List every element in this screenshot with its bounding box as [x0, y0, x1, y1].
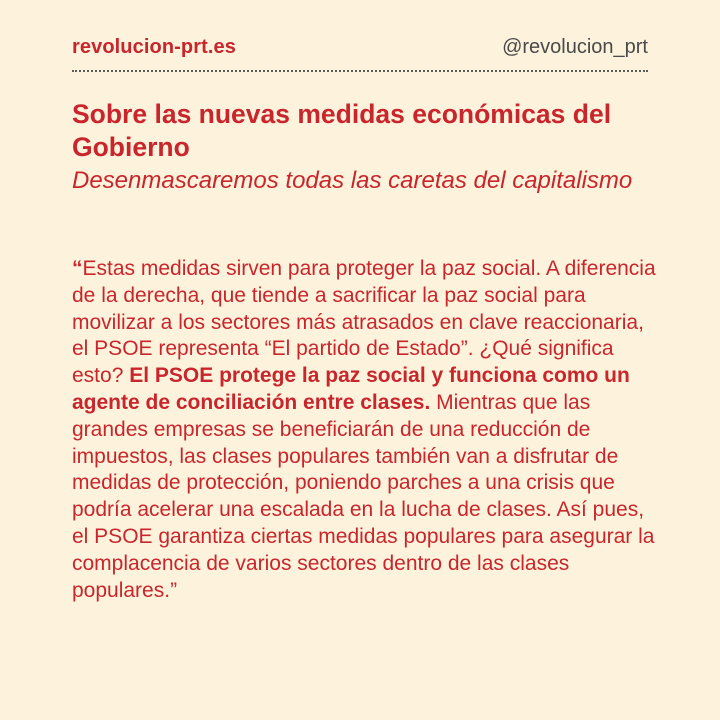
- dotted-divider: [72, 70, 648, 72]
- article-subtitle: Desenmascaremos todas las caretas del capitalismo: [72, 167, 633, 194]
- site-name: revolucion-prt.es: [72, 35, 236, 58]
- quote-text-part2: Mientras que las grandes empresas se beneficiarán de una reducción de impuestos, las clases populares también van a disfrutar de medidas de protección, poniendo parches a una crisis que podría acelerar una escalada en la lucha de clases. Así pues, el PSOE garantiza ciertas medidas populares para asegurar la complacencia de varios sectores dentro de las clases populares.”: [72, 390, 655, 602]
- quote-text-part1: Estas medidas sirven para proteger la paz social. A diferencia de la derecha, que tiende a sacrificar la paz social para movilizar a los sectores más atrasados en clave reaccionaria, el PSOE representa “El partido de Estado”. ¿Qué significa esto?: [72, 257, 656, 388]
- quote-open-mark: “: [72, 257, 83, 280]
- quote-body: [72, 256, 660, 604]
- social-handle: @revolucion_prt: [502, 35, 648, 58]
- quote-emphasis: El PSOE protege la paz social y funciona como un agente de conciliación entre clases.: [72, 364, 630, 414]
- article-title: Sobre las nuevas medidas económicas del Gobierno: [72, 99, 612, 162]
- header: [72, 30, 648, 64]
